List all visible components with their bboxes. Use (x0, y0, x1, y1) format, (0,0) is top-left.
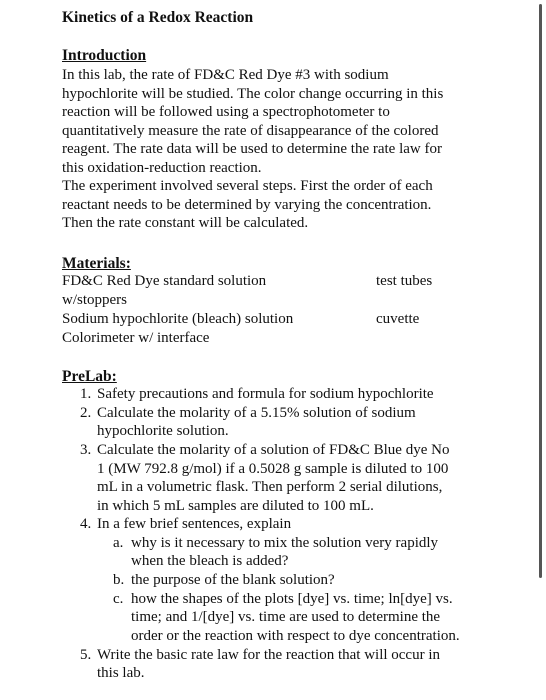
material-item: FD&C Red Dye standard solution (62, 273, 267, 289)
list-number: 4. (80, 516, 92, 532)
intro-line: hypochlorite will be studied. The color change occurring in this (62, 85, 444, 102)
list-item: mL in a volumetric flask. Then perform 2 serial dilutions, (97, 479, 443, 495)
intro-line: this oxidation-reduction reaction. (62, 159, 262, 176)
material-item: Colorimeter w/ interface (62, 330, 210, 346)
sublist-letter: c. (113, 591, 124, 607)
introduction-heading: Introduction (62, 47, 147, 64)
material-item: w/stoppers (62, 292, 127, 308)
material-item: cuvette (376, 311, 420, 327)
intro-line: In this lab, the rate of FD&C Red Dye #3 with sodium (62, 67, 389, 83)
intro-line: The experiment involved several steps. First the order of each (62, 178, 433, 194)
list-item: in which 5 mL samples are diluted to 100 mL. (97, 498, 374, 514)
list-item: this lab. (97, 665, 145, 681)
prelab-heading: PreLab: (62, 368, 117, 385)
list-item: Calculate the molarity of a solution of FD&C Blue dye No (97, 442, 450, 458)
sublist-item: when the bleach is added? (131, 553, 289, 569)
sublist-item: the purpose of the blank solution? (131, 572, 335, 588)
sublist-item: time; and 1/[dye] vs. time are used to determine the (131, 609, 441, 625)
list-item: Safety precautions and formula for sodium hypochlorite (97, 386, 434, 402)
sublist-letter: a. (113, 535, 124, 551)
list-number: 2. (80, 405, 92, 421)
intro-line: reactant needs to be determined by varying the concentration. (62, 196, 432, 213)
list-item: Calculate the molarity of a 5.15% solution of sodium (97, 405, 416, 421)
list-number: 5. (80, 647, 92, 663)
sublist-item: order or the reaction with respect to dye concentration. (131, 628, 460, 644)
scrollbar[interactable] (539, 4, 542, 578)
sublist-letter: b. (113, 572, 125, 588)
list-item: In a few brief sentences, explain (97, 516, 292, 532)
list-item: 1 (MW 792.8 g/mol) if a 0.5028 g sample is diluted to 100 (97, 461, 449, 477)
introduction-paragraph (62, 66, 492, 233)
intro-line: reaction will be followed using a spectrophotometer to (62, 104, 390, 120)
sublist-item: why is it necessary to mix the solution very rapidly (131, 535, 439, 551)
material-item: test tubes (376, 273, 433, 289)
document-title: Kinetics of a Redox Reaction (62, 9, 254, 26)
list-number: 3. (80, 442, 92, 458)
intro-line: Then the rate constant will be calculated. (62, 215, 309, 231)
materials-heading: Materials: (62, 255, 131, 272)
intro-line: quantitatively measure the rate of disappearance of the colored (62, 122, 439, 139)
intro-line: reagent. The rate data will be used to determine the rate law for (62, 141, 442, 157)
material-item: Sodium hypochlorite (bleach) solution (62, 311, 294, 327)
list-item: Write the basic rate law for the reaction that will occur in (97, 647, 441, 663)
list-number: 1. (80, 386, 92, 402)
list-item: hypochlorite solution. (97, 423, 229, 439)
sublist-item: how the shapes of the plots [dye] vs. time; ln[dye] vs. (131, 591, 453, 607)
